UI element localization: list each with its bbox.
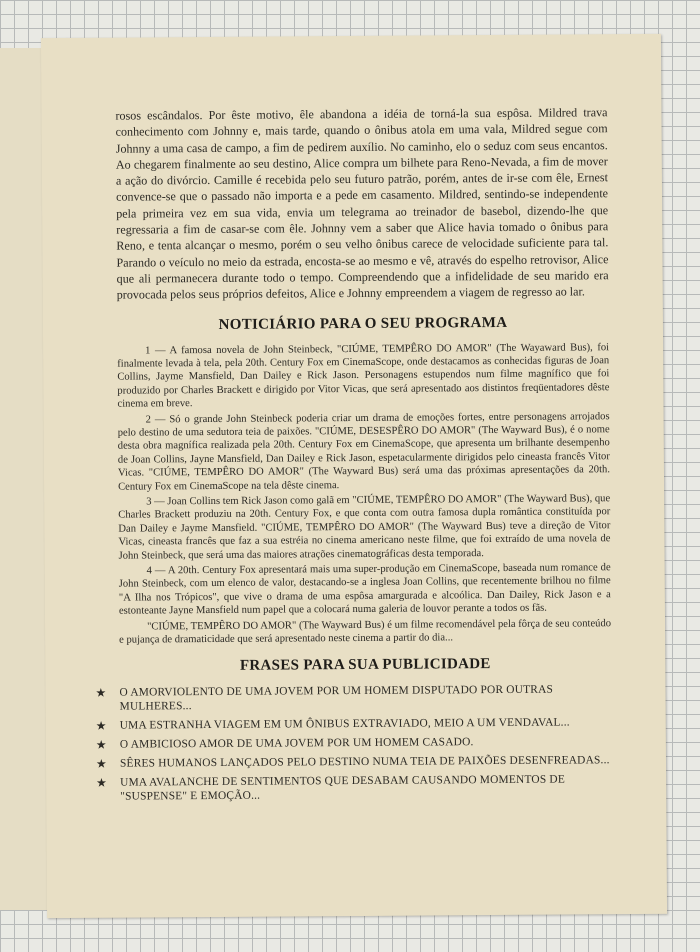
- phrases-list: [95, 682, 612, 804]
- phrase-text: SÊRES HUMANOS LANÇADOS PELO DESTINO NUMA TEIA DE PAIXÕES DESENFREADAS...: [119, 753, 610, 770]
- page-content: [95, 104, 612, 808]
- phrase-item: [96, 715, 612, 733]
- phrase-text: UMA ESTRANHA VIAGEM EM UM ÔNIBUS EXTRAVIADO, MEIO A UM VENDAVAL...: [119, 715, 570, 732]
- phrase-item: [96, 772, 612, 804]
- news-item-2: 2 — Só o grande John Steinbeck poderia criar um drama de emoções fortes, entre personagens arrojados pelo destino de uma sedutora teia de paixões. "CIÚME, DESESPÊRO DO AMOR" (The Wayward Bus), é o nome desta obra magnífica realizada pela 20th. Century Fox em CinemaScope, que apresenta um brilhante desempenho de Joan Collins, Jayne Mansfield, Dan Dailey e Rick Jason, espetacularmente dirigidos pelo cineasta francês Vitor Vicas. "CIÚME, TEMPÊRO DO AMOR" (The Wayward Bus) será uma das próximas apresentações da 20th. Century Fox em CinemaScope na tela dêste cinema.: [117, 410, 611, 493]
- phrase-text: O AMBICIOSO AMOR DE UMA JOVEM POR UM HOMEM CASADO.: [119, 735, 474, 751]
- story-paragraph: rosos escândalos. Por êste motivo, êle abandona a idéia de torná-la sua espôsa. Mildred trava conhecimento com Johnny e, mais tarde, quando o ônibus atola em uma vala, Mildred segue com Johnny a uma casa de campo, a fim de pedirem auxílio. No caminho, elo o seduz com seus encantos. Ao chegarem finalmente ao seu destino, Alice compra um bilhete para Reno-Nevada, a fim de mover a ação do divórcio. Camille é recebida pelo seu futuro patrão, porém, antes de ir-se com êle, Ernest convence-se que o passado não importa e a pede em casamento. Mildred, sentindo-se independente pela primeira vez em sua vida, envia um telegrama ao treinador de basebol, dizendo-lhe que regressaria a fim de casar-se com êle. Johnny vem a saber que Alice havia tomado o ônibus para Reno, e tenta alcançar o mesmo, porém o seu velho ônibus carece de velocidade suficiente para tal. Parando o veículo no meio da estrada, encosta-se ao mesmo e vê, através do espelho retrovisor, Alice que ali permanecera durante todo o tempo. Compreendendo que a infidelidade de seu marido era provocada pelos seus próprios defeitos, Alice e Johnny empreendem a viagem de regresso ao lar.: [115, 105, 609, 302]
- phrase-item: [96, 753, 612, 771]
- star-icon: ★: [95, 756, 108, 771]
- news-heading: NOTICIÁRIO PARA O SEU PROGRAMA: [218, 314, 508, 333]
- star-icon: ★: [95, 737, 107, 752]
- phrases-heading: FRASES PARA SUA PUBLICIDADE: [239, 655, 491, 674]
- phrase-item: [95, 682, 611, 714]
- star-icon: ★: [95, 685, 107, 700]
- news-item-4: 4 — A 20th. Century Fox apresentará mais uma super-produção em CinemaScope, baseada num romance de John Steinbeck, com um elenco de valor, destacando-se a inglesa Joan Collins, que recentemente brilhou no filme "A Ilha nos Trópicos", que vive o drama de uma espôsa amargurada e alcoólica. Dan Dailey, Rick Jason e a estonteante Jayne Mansfield num papel que a colocará numa galeria de louvor perante a todos os fãs.: [118, 562, 611, 617]
- phrase-item: [96, 734, 612, 752]
- phrase-text: UMA AVALANCHE DE SENTIMENTOS QUE DESABAM CAUSANDO MOMENTOS DE "SUSPENSE" E EMOÇÃO...: [120, 773, 566, 803]
- news-item-closing: "CIÚME, TEMPÊRO DO AMOR" (The Wayward Bus) é um filme recomendável pela fôrça de seu conteúdo e pujança de dramaticidade que será apresentado neste cinema a partir do dia...: [119, 617, 612, 646]
- star-icon: ★: [96, 775, 108, 790]
- news-item-3: 3 — Joan Collins tem Rick Jason como galã em "CIÚME, TEMPÊRO DO AMOR" (The Wayward Bus), que Charles Brackett produziu na 20th. Century Fox, e que conta com outra famosa dupla romântica constituída por Dan Dailey e Jayme Mansfield. "CIÚME, TEMPÊRO DO AMOR" (The Wayward Bus) teve a direção de Vitor Vicas, cineasta francês que faz a sua estréia no cinema americano neste filme, que foi extraído de uma novela de John Steinbeck, que será uma das maiores atrações cinematográficas desta temporada.: [118, 493, 611, 562]
- phrase-text: O AMORVIOLENTO DE UMA JOVEM POR UM HOMEM DISPUTADO POR OUTRAS MULHERES...: [119, 683, 554, 713]
- news-item-1: 1 — A famosa novela de John Steinbeck, "CIÚME, TEMPÊRO DO AMOR" (The Wayaward Bus), foi finalmente levada à tela, pela 20th. Century Fox em CinemaScope, onde destacamos as conhecidas figuras de Joan Collins, Jayme Mansfield, Dan Dailey e Rick Jason. Personagens estupendos num filme magnífico que foi produzido por Charles Brackett e dirigido por Vitor Vicas, que será apresentado aos distintos freqüentadores dêste cinema em breve.: [117, 341, 610, 410]
- document-page: [41, 34, 667, 918]
- star-icon: ★: [95, 718, 107, 733]
